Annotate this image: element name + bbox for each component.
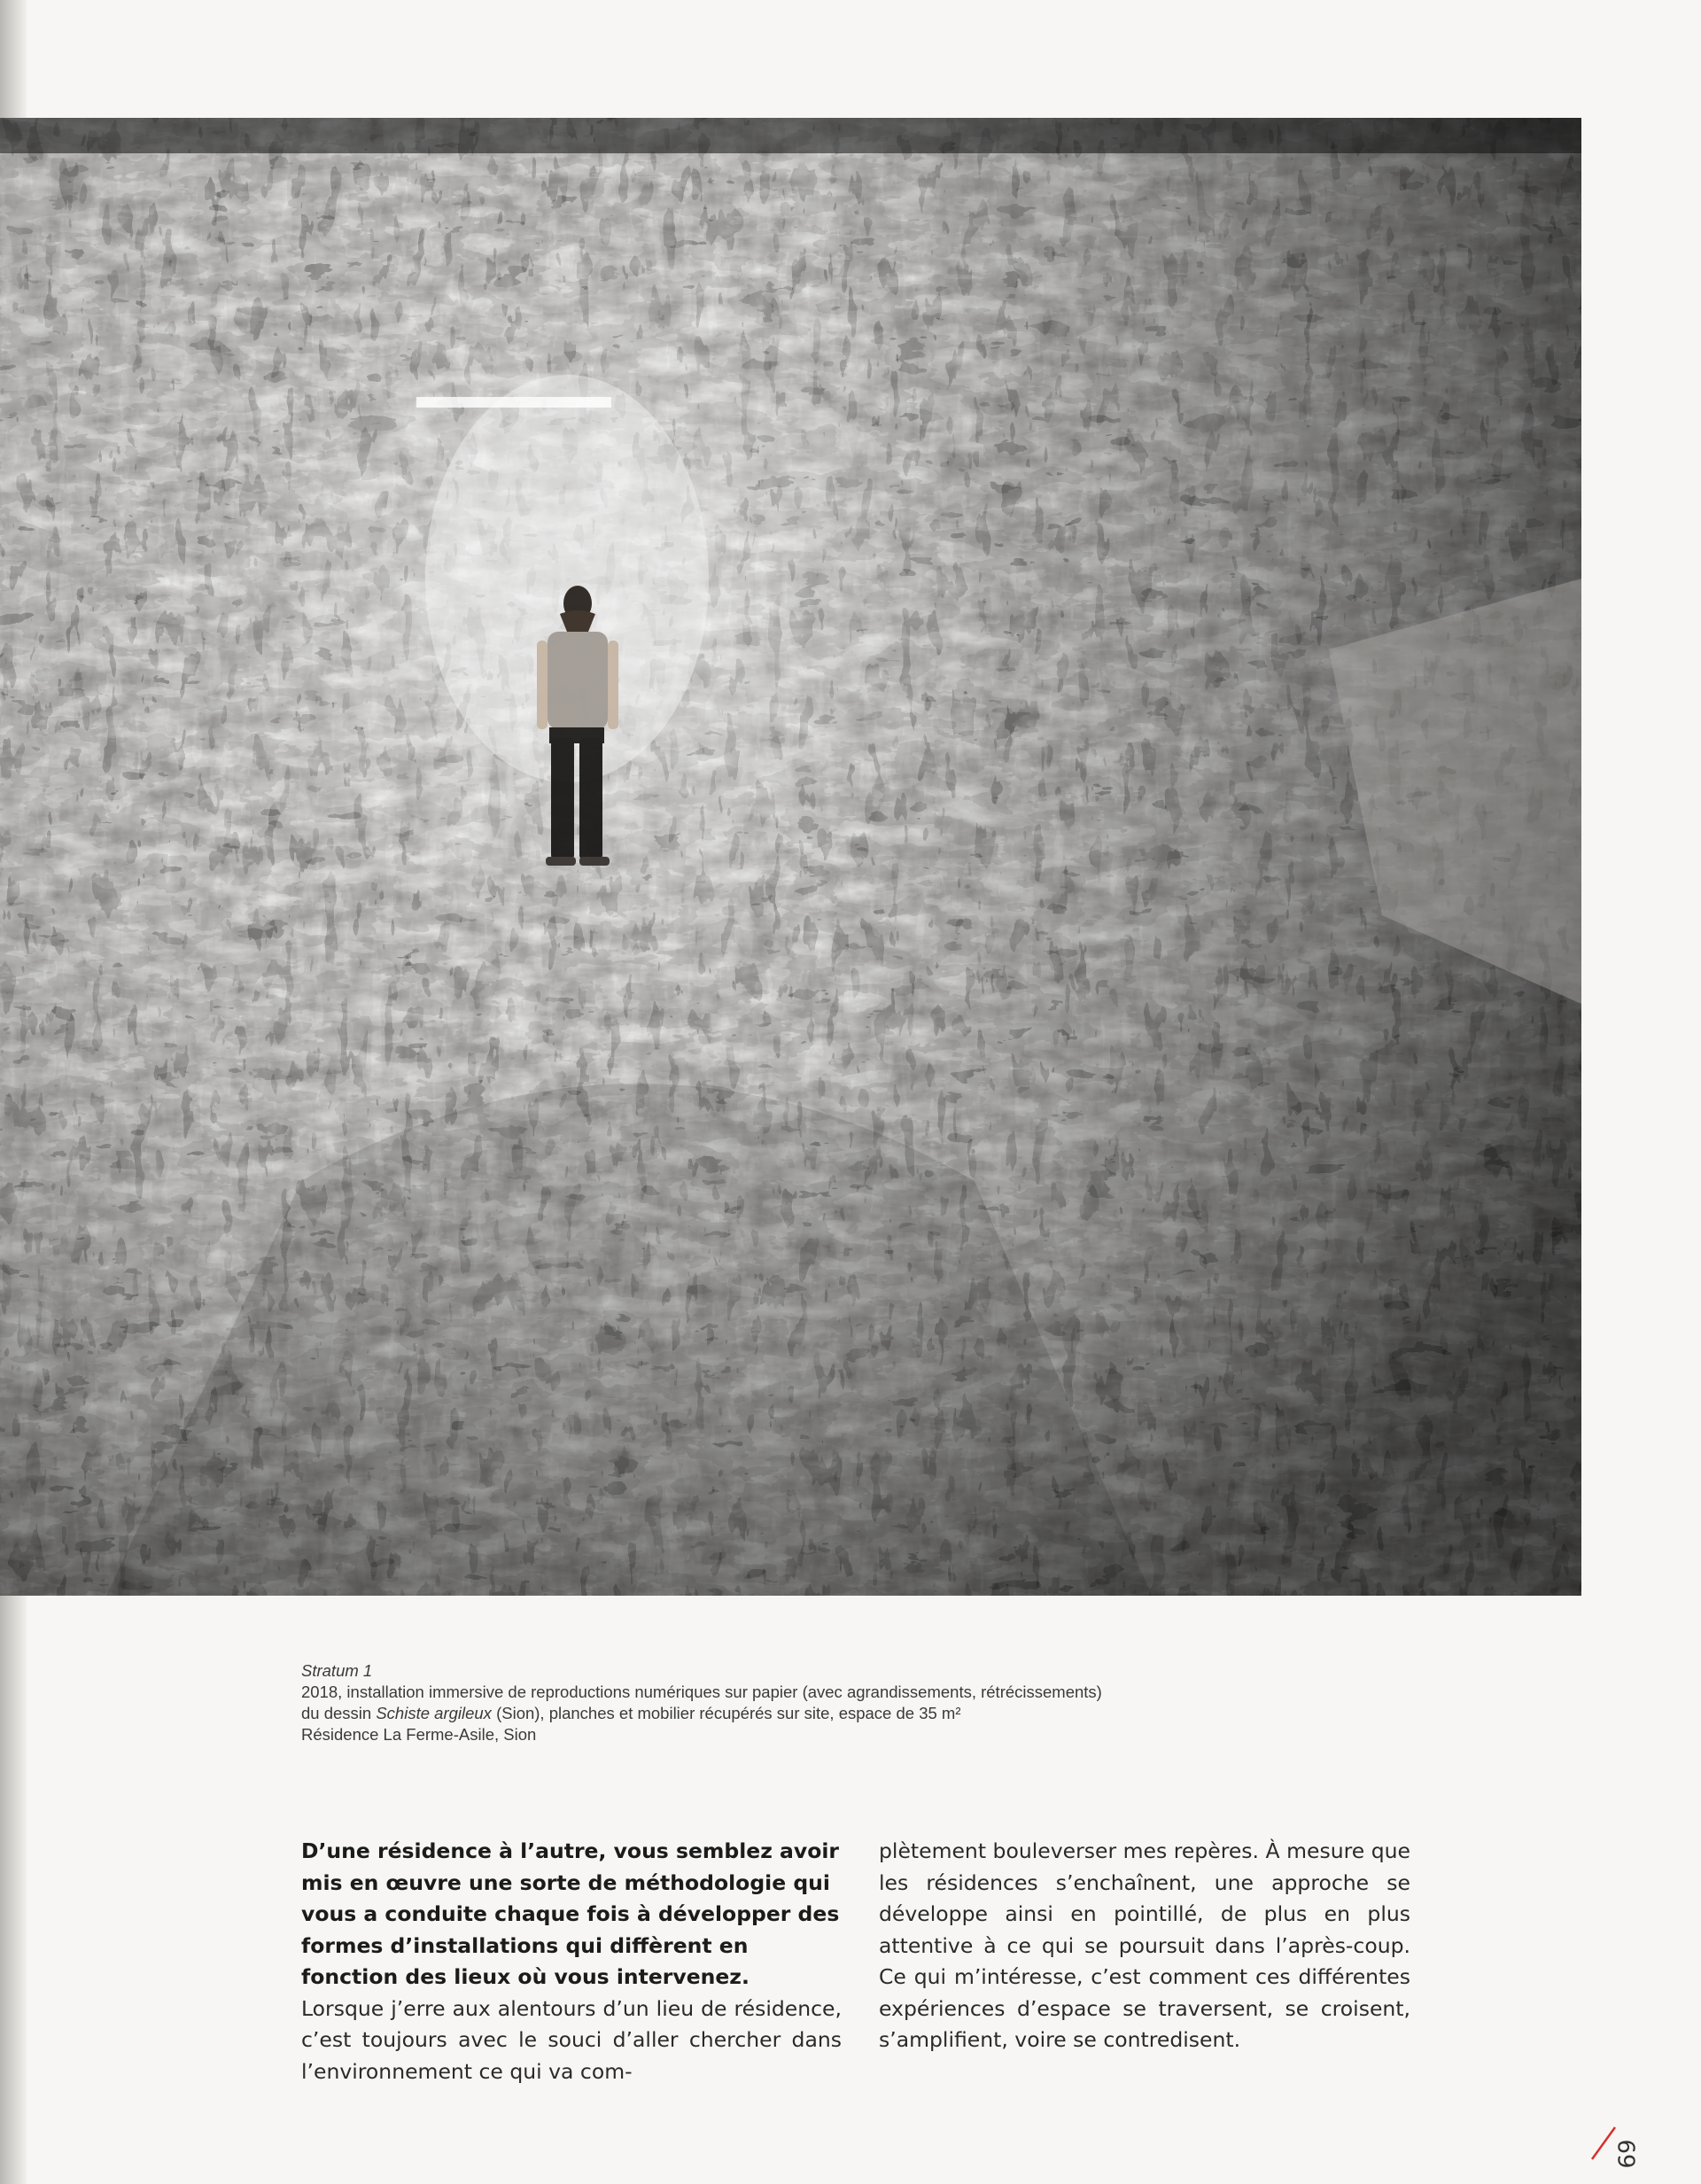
cave-installation-photo-icon — [0, 118, 1581, 1596]
interview-answer-right: plètement bouleverser mes repères. À mesure que les résidences s’enchaînent, une approche se développe ainsi en pointillé, de plus en plus attentive à ce qui se poursuit dans l’après-coup. Ce qui m’intéresse, c’est comment ces différentes expériences d’espace se traversent, se croisent, s’amplifient, voire se contredisent. — [879, 1838, 1410, 2052]
caption-line-2-post: (Sion), planches et mobilier récupérés sur site, espace de 35 m² — [491, 1704, 961, 1722]
cave-installation-photo — [0, 118, 1581, 1596]
caption-title: Stratum 1 — [301, 1661, 373, 1680]
caption-line-2 — [301, 1703, 1364, 1724]
caption-line-1: 2018, installation immersive de reproductions numériques sur papier (avec agrandissements, rétrécissements) — [301, 1683, 1102, 1701]
interview-question: D’une résidence à l’autre, vous semblez avoir mis en œuvre une sorte de méthodologie qui vous a conduite chaque fois à développer des formes d’installations qui diffèrent en fonction des lieux où vous intervenez. — [301, 1838, 840, 1989]
caption-line-3: Résidence La Ferme-Asile, Sion — [301, 1725, 537, 1744]
text-column-right — [879, 1836, 1410, 2056]
page-number: 69 — [1612, 2139, 1639, 2169]
caption-artwork-title: Schiste argileux — [376, 1704, 492, 1722]
caption-line-2-pre: du dessin — [301, 1704, 377, 1722]
photo-caption — [301, 1660, 1364, 1745]
interview-answer-left: Lorsque j’erre aux alentours d’un lieu de résidence, c’est toujours avec le souci d’aller chercher dans l’environnement ce qui va com- — [301, 1995, 842, 2084]
text-column-left — [301, 1836, 842, 2087]
